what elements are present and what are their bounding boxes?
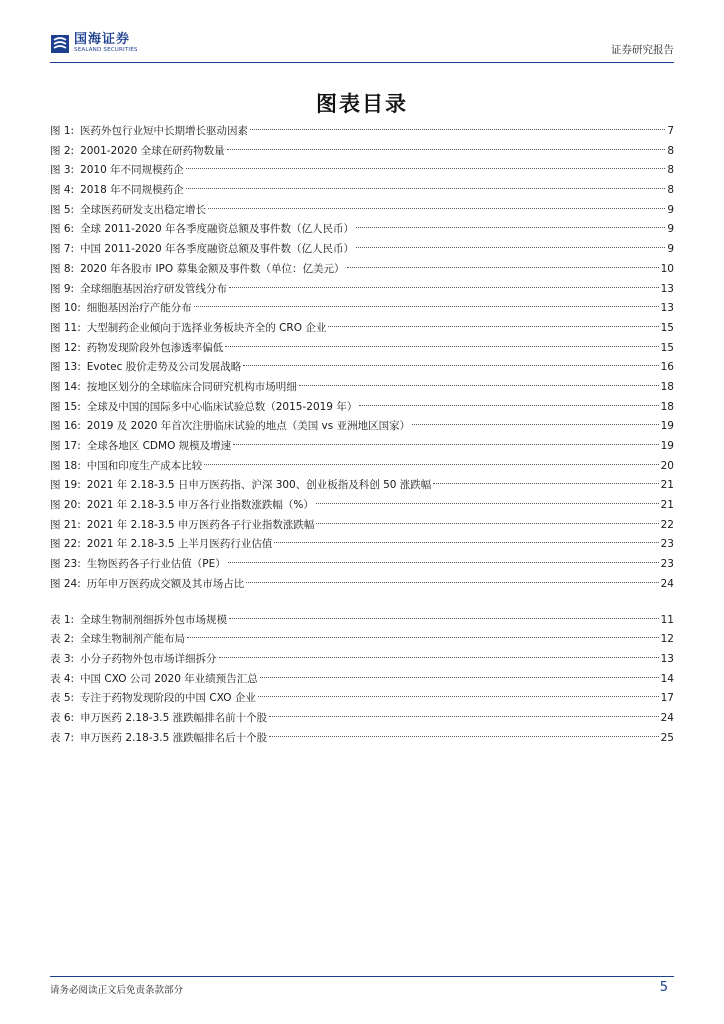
entry-label: 表 1:: [50, 613, 75, 626]
entry-title: 2021 年 2.18-3.5 日申万医药指、沪深 300、创业板指及科创 50 涨跌幅: [86, 479, 432, 492]
table-list: [50, 611, 674, 749]
entry-page-number: 19: [660, 440, 674, 452]
entry-page-number: 10: [660, 262, 674, 275]
entry-title: 细胞基因治疗产能分布: [86, 302, 192, 315]
figure-entry[interactable]: [50, 161, 674, 181]
entry-page-number: 19: [660, 420, 674, 433]
entry-label: 图 20:: [50, 499, 81, 512]
entry-label: 图 22:: [50, 538, 81, 551]
table-entry[interactable]: [50, 650, 674, 670]
entry-page-number: 21: [660, 479, 674, 492]
dot-leader: [233, 444, 658, 445]
dot-leader: [328, 326, 658, 327]
entry-title: 专注于药物发现阶段的中国 CXO 企业: [80, 692, 256, 705]
entry-page-number: 9: [667, 203, 674, 216]
entry-page-number: 15: [660, 321, 674, 334]
figure-entry[interactable]: [50, 535, 674, 555]
dot-leader: [356, 247, 665, 248]
entry-title: 2021 年 2.18-3.5 申万医药各子行业指数涨跌幅: [86, 518, 315, 531]
table-entry[interactable]: [50, 689, 674, 709]
entry-page-number: 16: [660, 361, 674, 374]
figure-entry[interactable]: [50, 555, 674, 575]
entry-label: 图 1:: [50, 125, 75, 137]
dot-leader: [274, 542, 658, 543]
entry-page-number: 13: [660, 652, 674, 665]
sealand-logo-icon: [50, 34, 70, 54]
entry-page-number: 23: [660, 558, 674, 571]
figure-entry[interactable]: [50, 575, 674, 595]
entry-title: 历年申万医药成交额及其市场占比: [86, 577, 245, 590]
entry-label: 表 7:: [50, 731, 75, 744]
figure-entry[interactable]: [50, 240, 674, 260]
entry-label: 图 12:: [50, 341, 81, 354]
dot-leader: [227, 149, 666, 150]
entry-page-number: 14: [660, 672, 674, 685]
dot-leader: [359, 405, 658, 406]
dot-leader: [246, 582, 658, 583]
dot-leader: [258, 696, 659, 697]
entry-page-number: 9: [667, 243, 674, 256]
dot-leader: [412, 424, 659, 425]
figure-entry[interactable]: [50, 516, 674, 536]
entry-page-number: 25: [660, 731, 674, 744]
entry-label: 图 7:: [50, 243, 75, 256]
figure-entry[interactable]: [50, 201, 674, 221]
dot-leader: [186, 188, 666, 189]
logo-name-cn: 国海证券: [74, 32, 131, 47]
entry-label: 图 14:: [50, 380, 81, 393]
figure-entry[interactable]: [50, 398, 674, 418]
entry-page-number: 7: [667, 125, 674, 137]
entry-label: 图 3:: [50, 164, 75, 177]
figure-entry[interactable]: [50, 339, 674, 359]
dot-leader: [299, 385, 659, 386]
entry-label: 图 11:: [50, 321, 81, 334]
entry-label: 图 15:: [50, 400, 81, 413]
dot-leader: [187, 637, 659, 638]
table-entry[interactable]: [50, 729, 674, 749]
entry-title: 生物医药各子行业估值（PE）: [86, 558, 226, 571]
figure-entry[interactable]: [50, 299, 674, 319]
dot-leader: [229, 287, 659, 288]
entry-label: 表 3:: [50, 652, 75, 665]
entry-title: 2001-2020 全球在研药物数量: [80, 144, 225, 157]
dot-leader: [219, 657, 659, 658]
page-header: [0, 0, 724, 70]
entry-label: 表 4:: [50, 672, 75, 685]
figure-entry[interactable]: [50, 476, 674, 496]
entry-title: 2021 年 2.18-3.5 上半月医药行业估值: [86, 538, 273, 551]
entry-title: Evotec 股价走势及公司发展战略: [86, 361, 242, 374]
dot-leader: [347, 267, 659, 268]
entry-title: 全球细胞基因治疗研发管线分布: [80, 282, 228, 295]
figure-entry[interactable]: [50, 280, 674, 300]
figure-entry[interactable]: [50, 142, 674, 162]
entry-page-number: 18: [660, 380, 674, 393]
figure-entry[interactable]: [50, 496, 674, 516]
entry-page-number: 18: [660, 400, 674, 413]
figure-entry[interactable]: [50, 378, 674, 398]
entry-page-number: 24: [660, 577, 674, 590]
disclaimer-note: 请务必阅读正文后免责条款部分: [50, 985, 184, 996]
figure-list: [50, 122, 674, 595]
entry-page-number: 13: [660, 282, 674, 295]
entry-title: 全球医药研发支出稳定增长: [80, 203, 207, 216]
entry-title: 大型制药企业倾向于选择业务板块齐全的 CRO 企业: [86, 321, 327, 334]
entry-page-number: 24: [660, 711, 674, 724]
entry-title: 全球及中国的国际多中心临床试验总数（2015-2019 年）: [86, 400, 358, 413]
page-title: 图表目录: [316, 92, 408, 116]
sealand-logo: [50, 33, 138, 54]
entry-title: 中国 CXO 公司 2020 年业绩预告汇总: [80, 672, 258, 685]
dot-leader: [225, 346, 658, 347]
entry-title: 按地区划分的全球临床合同研究机构市场明细: [86, 380, 297, 393]
figure-entry[interactable]: [50, 319, 674, 339]
entry-title: 全球生物制剂细拆外包市场规模: [80, 613, 228, 626]
figure-entry[interactable]: [50, 260, 674, 280]
entry-title: 小分子药物外包市场详细拆分: [80, 652, 217, 665]
page-number: 5: [659, 980, 668, 995]
figure-entry[interactable]: [50, 220, 674, 240]
entry-title: 全球生物制剂产能布局: [80, 633, 186, 646]
entry-label: 图 16:: [50, 420, 81, 433]
entry-label: 图 8:: [50, 262, 75, 275]
dot-leader: [269, 736, 659, 737]
entry-label: 图 2:: [50, 144, 75, 157]
figure-entry[interactable]: [50, 457, 674, 477]
dot-leader: [194, 306, 659, 307]
dot-leader: [186, 168, 666, 169]
entry-label: 图 13:: [50, 361, 81, 374]
dot-leader: [316, 523, 658, 524]
entry-title: 药物发现阶段外包渗透率偏低: [86, 341, 224, 354]
entry-page-number: 22: [660, 518, 674, 531]
logo-name-en: SEALAND SECURITIES: [74, 47, 138, 53]
entry-title: 2020 年各股市 IPO 募集金额及事件数（单位：亿美元）: [80, 262, 345, 275]
table-entry[interactable]: [50, 709, 674, 729]
entry-title: 中国 2011-2020 年各季度融资总额及事件数（亿人民币）: [80, 243, 354, 256]
section-gap: [50, 595, 674, 611]
entry-page-number: 12: [660, 633, 674, 646]
entry-page-number: 15: [660, 341, 674, 354]
dot-leader: [228, 562, 659, 563]
entry-label: 表 5:: [50, 692, 75, 705]
dot-leader: [250, 129, 665, 130]
entry-page-number: 21: [660, 499, 674, 512]
dot-leader: [433, 483, 658, 484]
dot-leader: [260, 677, 659, 678]
entry-label: 图 17:: [50, 440, 81, 452]
entry-title: 申万医药 2.18-3.5 涨跌幅排名后十个股: [80, 731, 268, 744]
entry-title: 全球各地区 CDMO 规模及增速: [86, 440, 232, 452]
dot-leader: [243, 365, 658, 366]
figure-entry[interactable]: [50, 358, 674, 378]
dot-leader: [229, 618, 659, 619]
report-type: 证券研究报告: [611, 44, 674, 56]
entry-label: 表 2:: [50, 633, 75, 646]
entry-label: 表 6:: [50, 711, 75, 724]
entry-page-number: 23: [660, 538, 674, 551]
figure-entry[interactable]: [50, 437, 674, 457]
figure-entry[interactable]: [50, 122, 674, 142]
table-entry[interactable]: [50, 611, 674, 631]
dot-leader: [208, 208, 665, 209]
entry-page-number: 13: [660, 302, 674, 315]
entry-label: 图 6:: [50, 223, 75, 236]
entry-page-number: 20: [660, 459, 674, 472]
entry-title: 申万医药 2.18-3.5 涨跌幅排名前十个股: [80, 711, 268, 724]
entry-label: 图 5:: [50, 203, 75, 216]
dot-leader: [204, 464, 658, 465]
entry-label: 图 4:: [50, 184, 75, 197]
entry-title: 医药外包行业短中长期增长驱动因素: [80, 125, 249, 137]
entry-page-number: 17: [660, 692, 674, 705]
entry-page-number: 9: [667, 223, 674, 236]
table-entry[interactable]: [50, 670, 674, 690]
header-divider: [50, 62, 674, 63]
entry-title: 2019 及 2020 年首次注册临床试验的地点（美国 vs 亚洲地区国家）: [86, 420, 411, 433]
dot-leader: [316, 503, 659, 504]
figure-entry[interactable]: [50, 417, 674, 437]
dot-leader: [356, 227, 665, 228]
entry-title: 中国和印度生产成本比较: [86, 459, 203, 472]
entry-title: 全球 2011-2020 年各季度融资总额及事件数（亿人民币）: [80, 223, 354, 236]
entry-label: 图 9:: [50, 282, 75, 295]
entry-page-number: 11: [660, 613, 674, 626]
entry-title: 2018 年不同规模药企: [80, 184, 184, 197]
dot-leader: [269, 716, 659, 717]
entry-page-number: 8: [667, 144, 674, 157]
entry-label: 图 23:: [50, 558, 81, 571]
entry-page-number: 8: [667, 164, 674, 177]
entry-title: 2010 年不同规模药企: [80, 164, 184, 177]
figure-entry[interactable]: [50, 181, 674, 201]
entry-label: 图 10:: [50, 302, 81, 315]
entry-label: 图 21:: [50, 518, 81, 531]
entry-label: 图 24:: [50, 577, 81, 590]
entry-label: 图 19:: [50, 479, 81, 492]
table-entry[interactable]: [50, 630, 674, 650]
entry-page-number: 8: [667, 184, 674, 197]
footer-divider: [50, 976, 674, 977]
table-of-figures: [50, 122, 674, 748]
entry-label: 图 18:: [50, 459, 81, 472]
entry-title: 2021 年 2.18-3.5 申万各行业指数涨跌幅（%）: [86, 499, 314, 512]
